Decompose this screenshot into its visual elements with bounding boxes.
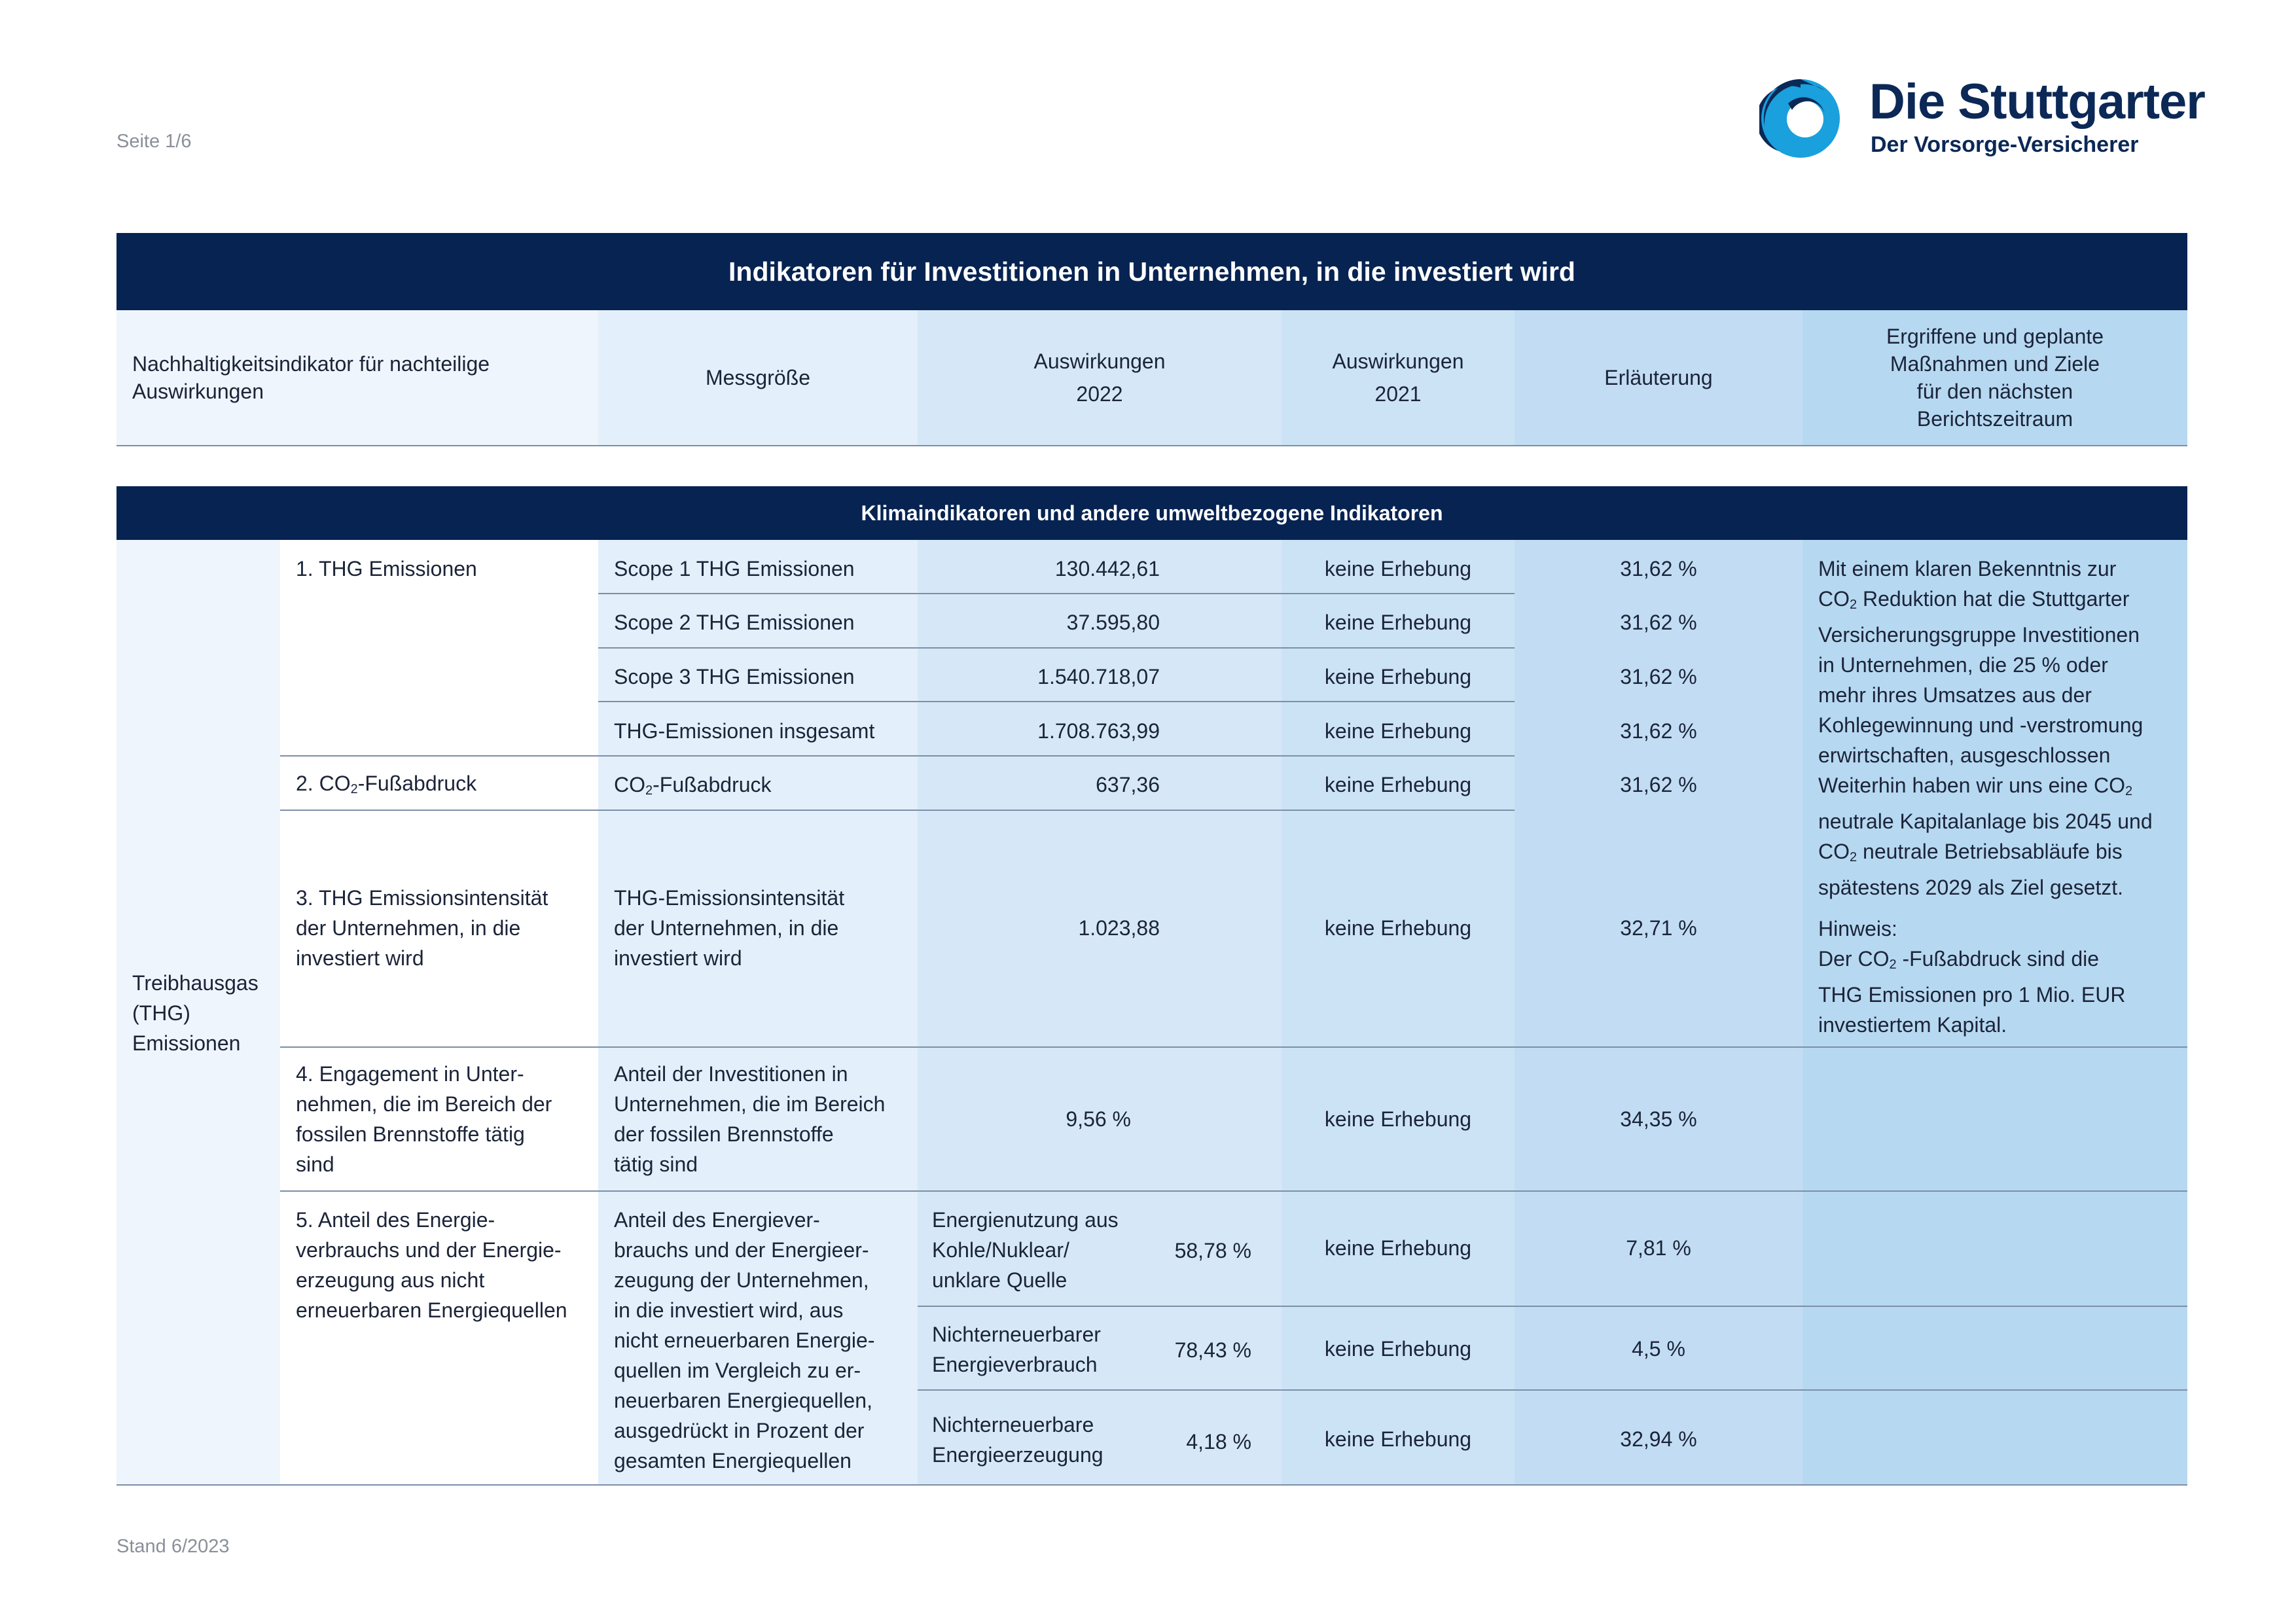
value-2022: 130.442,61	[1054, 557, 1160, 580]
value-2021: keine Erhebung	[1324, 773, 1472, 796]
row-divider	[598, 647, 1515, 649]
category-ghg-emissions: Treibhausgas (THG) Emissionen	[132, 971, 259, 1055]
explanation-value: 31,62 %	[1620, 773, 1697, 796]
header-measures: Ergriffene und geplante Maßnahmen und Ziele für den nächsten Berichtszeitraum	[1803, 310, 2187, 445]
value-2021: keine Erhebung	[1324, 611, 1472, 634]
row-divider	[918, 1306, 2187, 1307]
metric-label: $CO_2$-Fußabdruck	[614, 773, 772, 798]
measures-note: Mit einem klaren Bekenntnis zur $CO_2$ Reduktion hat die Stuttgarter Versicherungsgruppe Investitionen in Unternehmen, die 25 % oder mehr ihres Umsatzes aus der Kohlegewinnung und -verstromung erwirtschaften, ausgeschlossen Weiterhin haben wir uns eine $CO_2$ neutrale Kapitalanlage bis 2045 und $CO_2$ neutrale Betriebsabläufe bis spätestens 2029 als Ziel gesetzt.	[1818, 557, 2153, 899]
header-metric: Messgröße	[598, 310, 918, 445]
table-title: Indikatoren für Investitionen in Unternehmen, in die investiert wird	[117, 233, 2187, 310]
metric-label: Anteil des Energiever- brauchs und der Energieer- zeugung der Unternehmen, in die investiert wird, aus nicht erneuerbaren Energie- quellen im Vergleich zu er- neuerbaren Energiequellen, ausgedrückt in Prozent der gesamten Energiequellen	[614, 1208, 875, 1472]
row-divider	[280, 810, 1515, 811]
value-2022: 9,56 %	[1066, 1107, 1131, 1131]
row-divider	[280, 755, 1515, 757]
indicator-label: 5. Anteil des Energie- verbrauchs und der Energie- erzeugung aus nicht erneuerbaren Energiequellen	[296, 1208, 567, 1322]
row-divider	[598, 701, 1515, 702]
table-bottom-rule	[117, 1484, 2187, 1486]
logo-tagline: Der Vorsorge-Versicherer	[1871, 132, 2139, 157]
header-explanation: Erläuterung	[1515, 310, 1803, 445]
logo-name: Die Stuttgarter	[1869, 74, 2205, 130]
table-header-row	[117, 310, 2187, 446]
metric-label: Anteil der Investitionen in Unternehmen, die im Bereich der fossilen Brennstoffe tätig sind	[614, 1062, 886, 1176]
measures-hint: Hinweis: Der $CO_2$ -Fußabdruck sind die THG Emissionen pro 1 Mio. EUR investiertem Kapital.	[1818, 917, 2126, 1037]
metric-label: Scope 3 THG Emissionen	[614, 665, 855, 688]
indicator-label: 3. THG Emissionsintensität der Unternehmen, in die investiert wird	[296, 886, 548, 970]
column-indicator-bg	[280, 540, 598, 1484]
header-impact-2021: Auswirkungen 2021	[1282, 310, 1515, 445]
metric-label: Scope 2 THG Emissionen	[614, 611, 855, 634]
row-divider	[280, 1046, 2187, 1048]
page-number: Seite 1/6	[117, 131, 192, 152]
value-2021: keine Erhebung	[1324, 665, 1472, 688]
explanation-value: 32,71 %	[1620, 916, 1697, 940]
metric-label: THG-Emissionsintensität der Unternehmen, in die investiert wird	[614, 886, 845, 970]
company-logo	[1759, 73, 2205, 165]
value-2021: keine Erhebung	[1324, 1427, 1472, 1451]
energy-subrow-label: Nichterneuerbare Energieerzeugung	[932, 1413, 1103, 1467]
footer-date: Stand 6/2023	[117, 1536, 230, 1557]
value-2022: 4,18 %	[1186, 1430, 1251, 1454]
energy-subrow-label: Nichterneuerbarer Energieverbrauch	[932, 1323, 1101, 1376]
explanation-value: 32,94 %	[1620, 1427, 1697, 1451]
indicator-label: 2. $CO_2$-Fußabdruck	[296, 772, 477, 796]
explanation-value: 31,62 %	[1620, 611, 1697, 634]
explanation-value: 4,5 %	[1632, 1337, 1685, 1361]
value-2022: 1.708.763,99	[1037, 719, 1160, 743]
value-2021: keine Erhebung	[1324, 916, 1472, 940]
value-2022: 637,36	[1096, 773, 1160, 796]
metric-label: Scope 1 THG Emissionen	[614, 557, 855, 580]
value-2022: 58,78 %	[1174, 1239, 1251, 1262]
metric-label: THG-Emissionen insgesamt	[614, 719, 875, 743]
value-2022: 37.595,80	[1066, 611, 1160, 634]
section-header: Klimaindikatoren und andere umweltbezogene Indikatoren	[117, 486, 2187, 540]
explanation-value: 31,62 %	[1620, 719, 1697, 743]
energy-subrow-label: Energienutzung aus Kohle/Nuklear/ unklare Quelle	[932, 1208, 1119, 1292]
value-2022: 78,43 %	[1174, 1338, 1251, 1362]
row-divider	[598, 593, 1515, 594]
row-divider	[918, 1389, 2187, 1391]
header-impact-2022: Auswirkungen 2022	[918, 310, 1282, 445]
value-2022: 1.540.718,07	[1037, 665, 1160, 688]
value-2021: keine Erhebung	[1324, 557, 1472, 580]
explanation-value: 7,81 %	[1626, 1236, 1691, 1260]
value-2022: 1.023,88	[1078, 916, 1160, 940]
row-divider	[280, 1190, 2187, 1192]
indicator-label: 1. THG Emissionen	[296, 557, 477, 580]
value-2021: keine Erhebung	[1324, 1337, 1472, 1361]
value-2021: keine Erhebung	[1324, 1236, 1472, 1260]
indicator-label: 4. Engagement in Unter- nehmen, die im Bereich der fossilen Brennstoffe tätig sind	[296, 1062, 552, 1176]
explanation-value: 31,62 %	[1620, 557, 1697, 580]
header-indicator: Nachhaltigkeitsindikator für nachteilige Auswirkungen	[117, 310, 598, 445]
logo-swirl-icon	[1759, 77, 1842, 160]
explanation-value: 31,62 %	[1620, 665, 1697, 688]
explanation-value: 34,35 %	[1620, 1107, 1697, 1131]
value-2021: keine Erhebung	[1324, 719, 1472, 743]
value-2021: keine Erhebung	[1324, 1107, 1472, 1131]
